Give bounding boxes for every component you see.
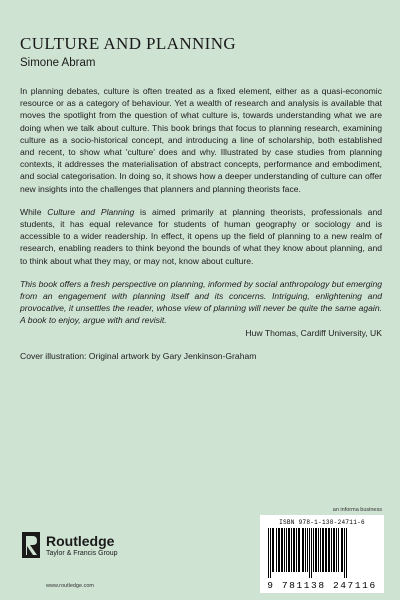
isbn-digits: 9 781138 247116 xyxy=(267,580,377,591)
barcode-bar xyxy=(328,528,330,572)
barcode-bar xyxy=(331,528,332,572)
barcode-bars xyxy=(266,528,378,578)
barcode-bar xyxy=(268,528,269,578)
barcode-bar xyxy=(338,528,339,572)
barcode-bar xyxy=(333,528,335,572)
publisher-name: Routledge xyxy=(46,532,115,549)
cover-illustration-credit: Cover illustration: Original artwork by Gary Jenkinson-Graham xyxy=(20,350,257,361)
barcode-bar xyxy=(322,528,324,572)
barcode-bar xyxy=(309,528,310,578)
barcode-bar xyxy=(284,528,285,572)
barcode-bar xyxy=(281,528,283,572)
barcode-bar xyxy=(298,528,300,572)
barcode-bar xyxy=(286,528,287,572)
publisher-url: www.routledge.com xyxy=(46,583,94,589)
barcode-bar xyxy=(276,528,277,572)
barcode-bar xyxy=(336,528,337,572)
endorsement-quote: This book offers a fresh perspective on planning, informed by social anthropology but emerging from an engagement with planning itself and its concerns. Intriguing, enlightening and provocative, it unsettles the reader, whose view of planning will never be quite the same again. A book to enjoy, argue with and revisit. xyxy=(20,278,382,326)
barcode-bar xyxy=(311,528,312,578)
barcode-bar xyxy=(293,528,295,572)
barcode-bar xyxy=(307,528,308,572)
routledge-logo-icon xyxy=(20,530,42,560)
isbn-barcode xyxy=(260,515,384,593)
barcode-bar xyxy=(305,528,306,572)
blurb-paragraph-2 xyxy=(20,206,382,267)
barcode-bar xyxy=(341,528,343,572)
barcode-bar xyxy=(288,528,290,572)
barcode-bar xyxy=(320,528,321,572)
isbn-label: ISBN 978-1-138-24711-6 xyxy=(279,519,365,526)
barcode-bar xyxy=(272,528,274,572)
barcode-bar xyxy=(315,528,317,572)
barcode-bar xyxy=(346,528,347,578)
blurb-paragraph-1: In planning debates, culture is often treated as a fixed element, either as a quasi-economic resource or as a category of behaviour. Yet a wealth of research and analysis is available that moves the spotlight from the question of what culture is, towards understanding what we are doing when we talk about culture. This book brings that focus to planning research, examining culture as a socio-historical concept, and introducing a line of scholarship, both established and recent, to show what 'culture' does and why. Illustrated by case studies from planning contexts, it addresses the materialisation of abstract concepts, performance and embodiment, and social categorisation. In doing so, it shows how a deeper understanding of culture can offer new insights into the challenges that planners and planning theorists face. xyxy=(20,86,382,194)
publisher-block xyxy=(20,530,118,560)
barcode-bar xyxy=(278,528,280,572)
barcode-bar xyxy=(291,528,292,572)
endorsement-attribution: Huw Thomas, Cardiff University, UK xyxy=(245,327,382,338)
blurb-paragraph-2-rest: is aimed primarily at planning theorists, professionals and students, it has equal relevance for students of human geography or sociology and is accessible to a wider readership. In effect, it opens up the field of planning to a new realm of research, enabling readers to think beyond the bounds of what they know about planning, and to think about what they may, or may not, know about culture. xyxy=(20,206,383,266)
barcode-bar xyxy=(344,528,345,578)
author-name: Simone Abram xyxy=(20,57,96,69)
barcode-bar xyxy=(296,528,297,572)
barcode-bar xyxy=(313,528,314,572)
book-title: CULTURE AND PLANNING xyxy=(20,34,237,53)
blurb-paragraph-2-prefix: While xyxy=(20,206,48,217)
informa-business-tag: an informa business xyxy=(332,507,382,513)
blurb-paragraph-2-book-title: Culture and Planning xyxy=(47,206,135,217)
barcode-bar xyxy=(325,528,327,572)
barcode-bar xyxy=(302,528,304,572)
barcode-bar xyxy=(270,528,271,578)
barcode-bar xyxy=(318,528,319,572)
back-cover-blurb xyxy=(20,85,382,373)
publisher-group: Taylor & Francis Group xyxy=(46,549,118,557)
